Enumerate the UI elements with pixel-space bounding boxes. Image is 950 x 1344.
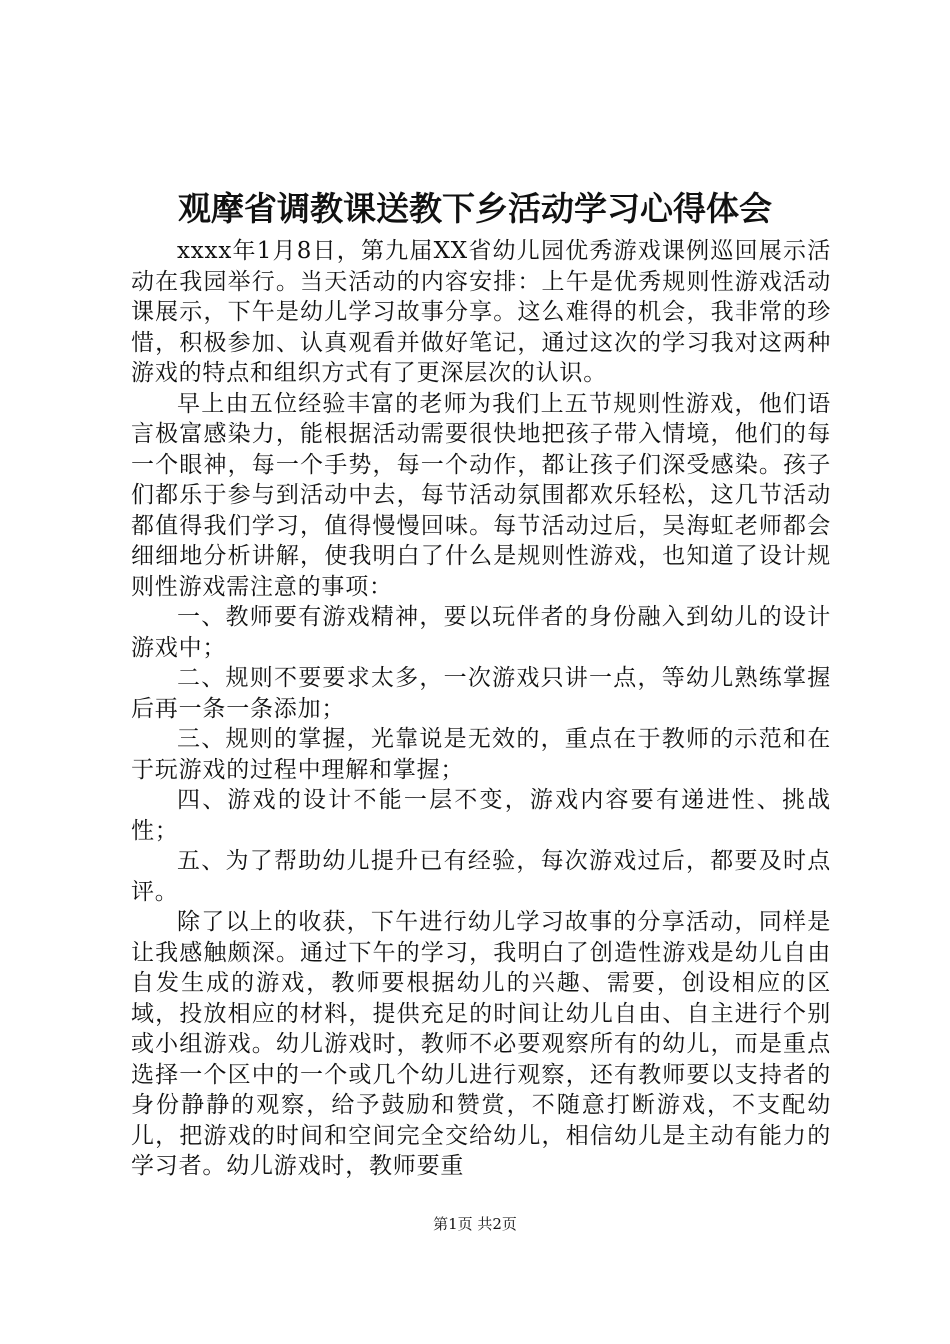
paragraph-point-2: 二、规则不要要求太多，一次游戏只讲一点，等幼儿熟练掌握后再一条一条添加； (131, 665, 831, 722)
paragraph-morning: 早上由五位经验丰富的老师为我们上五节规则性游戏，他们语言极富感染力，能根据活动需要很快地把孩子带入情境，他们的每一个眼神，每一个手势，每一个动作，都让孩子们深受感染。孩子们都乐于参与到活动中去，每节活动氛围都欢乐轻松，这几节活动都值得我们学习，值得慢慢回味。每节活动过后，吴海虹老师都会细细地分析讲解，使我明白了什么是规则性游戏，也知道了设计规则性游戏需注意的事项： (131, 390, 831, 600)
paragraph-point-5: 五、为了帮助幼儿提升已有经验，每次游戏过后，都要及时点评。 (131, 848, 831, 905)
paragraph-point-4: 四、游戏的设计不能一层不变，游戏内容要有递进性、挑战性； (131, 787, 831, 844)
paragraph-point-3: 三、规则的掌握，光靠说是无效的，重点在于教师的示范和在于玩游戏的过程中理解和掌握； (131, 726, 831, 783)
paragraph-intro: xxxx年1月8日，第九届XX省幼儿园优秀游戏课例巡回展示活动在我园举行。当天活动的内容安排：上午是优秀规则性游戏活动课展示，下午是幼儿学习故事分享。这么难得的机会，我非常的珍惜，积极参加、认真观看并做好笔记，通过这次的学习我对这两种游戏的特点和组织方式有了更深层次的认识。 (131, 238, 831, 386)
page-footer: 第1页 共2页 (433, 1215, 517, 1233)
document-body (131, 236, 831, 1182)
document-title: 观摩省调教课送教下乡活动学习心得体会 (178, 189, 772, 228)
paragraph-afternoon: 除了以上的收获，下午进行幼儿学习故事的分享活动，同样是让我感触颇深。通过下午的学习，我明白了创造性游戏是幼儿自由自发生成的游戏，教师要根据幼儿的兴趣、需要，创设相应的区域，投放相应的材料，提供充足的时间让幼儿自由、自主进行个别或小组游戏。幼儿游戏时，教师不必要观察所有的幼儿，而是重点选择一个区中的一个或几个幼儿进行观察，还有教师要以支持者的身份静静的观察，给予鼓励和赞赏，不随意打断游戏，不支配幼儿，把游戏的时间和空间完全交给幼儿，相信幼儿是主动有能力的学习者。幼儿游戏时，教师要重 (131, 909, 831, 1179)
paragraph-point-1: 一、教师要有游戏精神，要以玩伴者的身份融入到幼儿的设计游戏中； (131, 604, 831, 661)
